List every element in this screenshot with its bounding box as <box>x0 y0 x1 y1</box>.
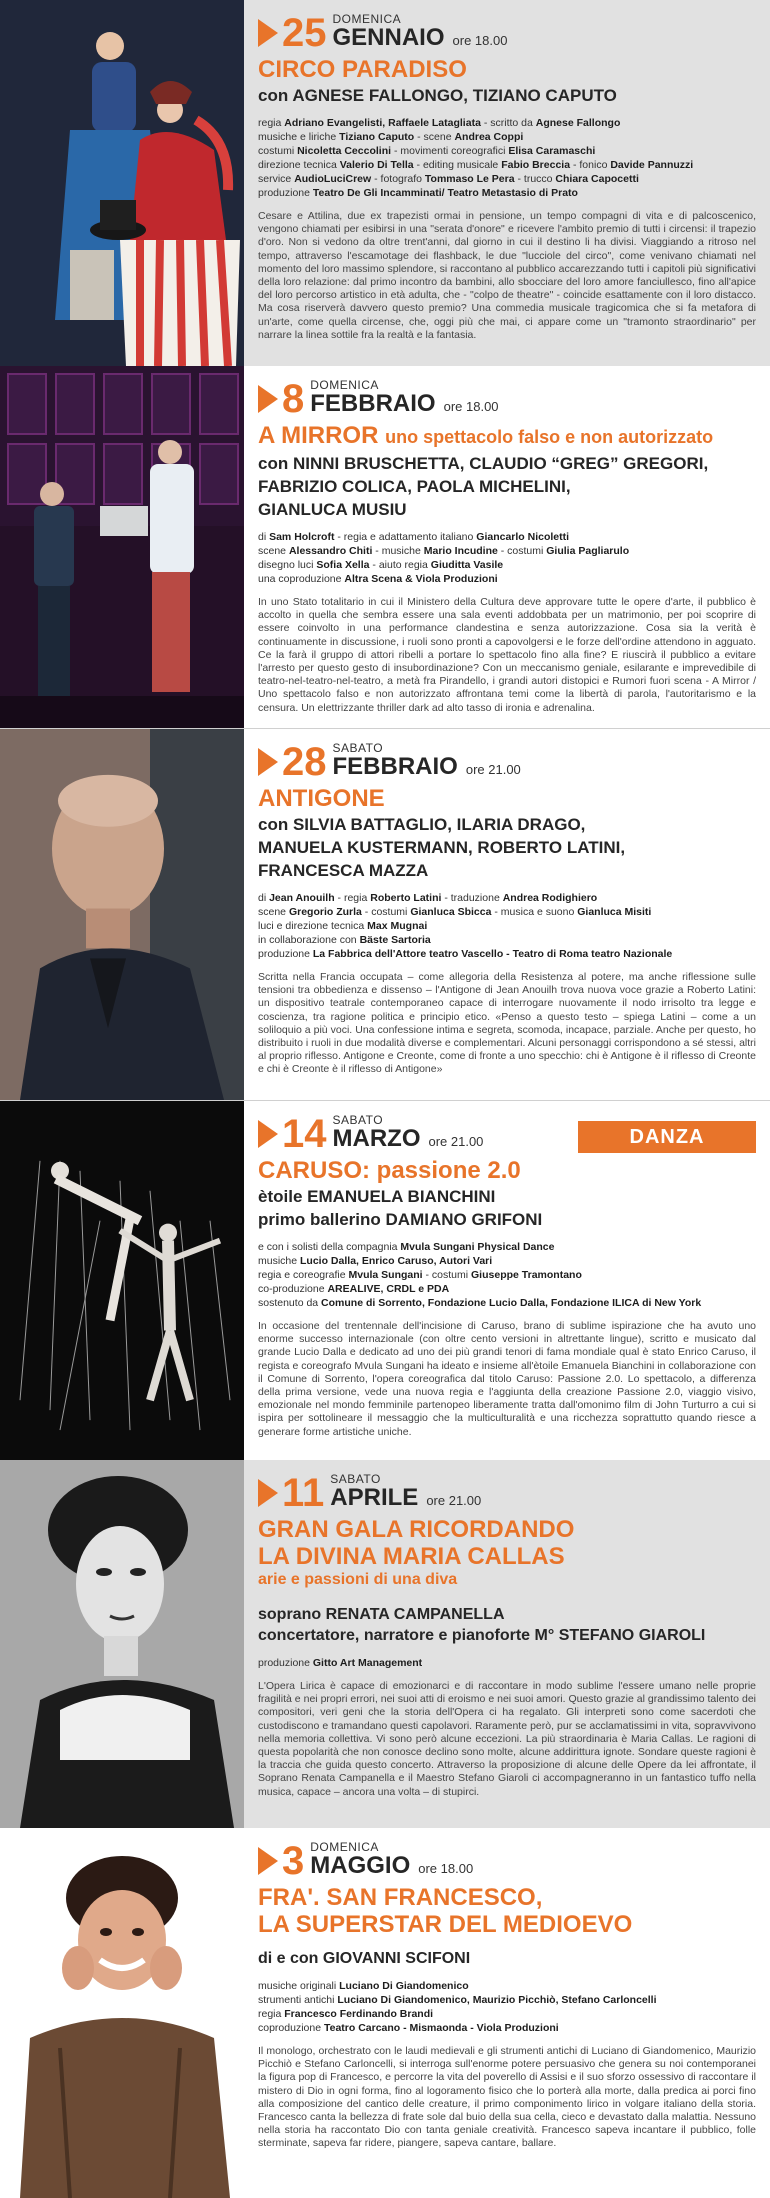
event-subtitle: arie e passioni di una diva <box>258 1571 458 1588</box>
credit-name: Gregorio Zurla <box>288 906 362 918</box>
event-cast-line: ètoile EMANUELA BIANCHINI <box>258 1187 496 1206</box>
event-antigone <box>0 728 770 1100</box>
event-date <box>258 1471 756 1515</box>
credit-role: in collaborazione con <box>258 934 360 946</box>
event-title: CARUSO: passione 2.0 <box>258 1157 521 1184</box>
credit-name: Chiara Capocetti <box>555 173 639 185</box>
credit-name: Giuditta Vasile <box>430 559 504 571</box>
credit-role: - traduzione <box>441 892 503 904</box>
event-content <box>258 1113 756 1439</box>
credit-line <box>258 933 756 947</box>
credit-name: Alessandro Chiti <box>288 545 373 557</box>
credit-role: musiche <box>258 1255 301 1267</box>
credit-role: co-produzione <box>258 1283 328 1295</box>
event-subtitle: uno spettacolo falso e non autorizzato <box>385 427 714 447</box>
credit-line <box>258 1296 756 1310</box>
event-cast-line: soprano RENATA CAMPANELLA <box>258 1606 505 1623</box>
credit-name: Roberto Latini <box>370 892 442 904</box>
event-cast: con AGNESE FALLONGO, TIZIANO CAPUTO <box>258 86 617 105</box>
credit-name: La Fabbrica dell'Attore teatro Vascello - Teatro di Roma teatro Nazionale <box>312 948 673 960</box>
event-date <box>258 377 756 421</box>
credit-name: Valerio Di Tella <box>339 159 414 171</box>
credit-role: - trucco <box>514 173 556 185</box>
credit-name: Tommaso Le Pera <box>424 173 515 185</box>
credit-role: di <box>258 892 270 904</box>
event-photo-a-mirror <box>0 366 244 728</box>
event-description: Il monologo, orchestrato con le laudi medievali e gli strumenti antichi di Luciano di Giandomenico, Maurizio Picchiò e Stefano Carloncelli, si interroga sull'enorme potere persuasivo che genera su noi contemporanei la figura pop di Francesco, e percorre la vita del poverello di Assisi e il suo sforzo ossessivo di raccontare il mistero di Dio in ogni forma, fino al logoramento fisico che lo porterà alla morte, dalla predica ai porci fino alla composizione del cantico delle creature, il primo componimento lirico in volgare italiano della storia. Francesco canta la bellezza di frate sole dal buio della sua cella, cieco e devastato dalla malattia. Nessuno nella storia ha raccontato Dio con tanta geniale creatività. Francesco sapeva incantare il pubblico, folle sterminate, sapeva far ridere, piangere, sapeva cantare, ballare. <box>258 2045 756 2150</box>
credit-line <box>258 1240 756 1254</box>
event-hour: ore 21.00 <box>428 1134 484 1149</box>
event-date <box>258 1112 756 1156</box>
credit-line <box>258 1979 756 1993</box>
event-credits <box>258 116 756 200</box>
credit-role: - scene <box>414 131 455 143</box>
event-date <box>258 11 756 55</box>
event-content <box>258 1472 756 1799</box>
credit-role: e con i solisti della compagnia <box>258 1241 401 1253</box>
event-month: FEBBRAIO <box>332 753 458 780</box>
credit-line <box>258 1254 756 1268</box>
event-credits <box>258 530 756 586</box>
triangle-marker-icon <box>258 1120 278 1148</box>
event-day: 3 <box>282 1839 305 1883</box>
credit-line <box>258 891 756 905</box>
credit-name: Gitto Art Management <box>312 1657 423 1669</box>
credit-role: - regia <box>334 892 371 904</box>
event-credits <box>258 1240 756 1310</box>
credit-line <box>258 2021 756 2035</box>
credit-line <box>258 172 756 186</box>
credit-line <box>258 158 756 172</box>
event-day: 28 <box>282 740 327 784</box>
event-month: MARZO <box>332 1125 421 1152</box>
credit-name: Mario Incudine <box>423 545 498 557</box>
event-credits <box>258 1979 756 2035</box>
credit-line <box>258 572 756 586</box>
credit-line <box>258 530 756 544</box>
credit-name: Giuseppe Tramontano <box>471 1269 582 1281</box>
credit-role: una coproduzione <box>258 573 345 585</box>
credit-role: - aiuto regia <box>369 559 431 571</box>
credit-line <box>258 1282 756 1296</box>
credit-role: service <box>258 173 295 185</box>
credit-name: Teatro Carcano - Mismaonda - Viola Produzioni <box>323 2022 559 2034</box>
credit-line <box>258 116 756 130</box>
event-day: 8 <box>282 377 305 421</box>
triangle-marker-icon <box>258 748 278 776</box>
credit-name: Nicoletta Ceccolini <box>297 145 392 157</box>
credit-role: costumi <box>258 145 298 157</box>
credit-role: - fonico <box>570 159 611 171</box>
event-cast-line: concertatore, narratore e pianoforte M° STEFANO GIAROLI <box>258 1627 706 1644</box>
credit-role: - fotografo <box>371 173 425 185</box>
credit-role: musiche originali <box>258 1980 340 1992</box>
credit-line <box>258 544 756 558</box>
event-cast-line: primo ballerino DAMIANO GRIFONI <box>258 1210 543 1229</box>
event-content <box>258 12 756 342</box>
credit-role: produzione <box>258 1657 313 1669</box>
credit-name: Mvula Sungani Physical Dance <box>400 1241 555 1253</box>
event-cast-line: con SILVIA BATTAGLIO, ILARIA DRAGO, <box>258 815 586 834</box>
event-hour: ore 21.00 <box>426 1493 482 1508</box>
event-cast-line: FRANCESCA MAZZA <box>258 861 429 880</box>
credit-line <box>258 905 756 919</box>
credit-name: Jean Anouilh <box>269 892 335 904</box>
credit-role: - regia e adattamento italiano <box>334 531 477 543</box>
credit-name: Comune di Sorrento, Fondazione Lucio Dalla, Fondazione ILICA di New York <box>321 1297 702 1309</box>
event-title-line: LA SUPERSTAR DEL MEDIOEVO <box>258 1911 633 1938</box>
event-photo-circo-paradiso <box>0 0 244 366</box>
event-a-mirror <box>0 366 770 728</box>
event-month: MAGGIO <box>310 1852 411 1879</box>
event-circo-paradiso <box>0 0 770 366</box>
event-photo-san-francesco <box>0 1828 244 2198</box>
credit-name: Sofia Xella <box>316 559 370 571</box>
credit-line <box>258 919 756 933</box>
event-weekday: SABATO <box>332 1113 384 1127</box>
credit-name: Elisa Caramaschi <box>508 145 596 157</box>
event-hour: ore 21.00 <box>465 762 521 777</box>
credit-role: regia e coreografie <box>258 1269 349 1281</box>
credit-role: regia <box>258 2008 285 2020</box>
event-date <box>258 740 756 784</box>
event-san-francesco <box>0 1828 770 2198</box>
event-title-line: FRA'. SAN FRANCESCO, <box>258 1884 543 1911</box>
credit-name: Luciano Di Giandomenico <box>339 1980 469 1992</box>
credit-line <box>258 558 756 572</box>
triangle-marker-icon <box>258 385 278 413</box>
credit-name: Davide Pannuzzi <box>610 159 694 171</box>
event-maria-callas <box>0 1460 770 1828</box>
credit-role: disegno luci <box>258 559 317 571</box>
credit-role: - scritto da <box>480 117 536 129</box>
credit-role: - costumi <box>361 906 411 918</box>
event-photo-antigone <box>0 729 244 1100</box>
event-caruso <box>0 1100 770 1460</box>
credit-line <box>258 1268 756 1282</box>
credit-role: luci e direzione tecnica <box>258 920 368 932</box>
event-cast: di e con GIOVANNI SCIFONI <box>258 1950 471 1967</box>
credit-name: Gianluca Sbicca <box>410 906 492 918</box>
event-photo-maria-callas <box>0 1460 244 1828</box>
credit-role: regia <box>258 117 285 129</box>
event-description: L'Opera Lirica è capace di emozionarci e di raccontare in modo sublime l'essere umano nelle proprie fragilità e nei propri errori, nei suoi atti di eroismo e nei suoi amori. Questo grazie al grandissimo talento dei compositori, veri geni che la storia dell'Opera ci ha regalato. Gli interpreti sono come sacerdoti che custodiscono e tramandano questi capolavori. Raramente però, pur se acclamatissimi in vita, sopravvivono nella memoria collettiva. Vi sono però alcune eccezioni. La più straordinaria è Maria Callas. Le ragioni di questa popolarità che non conosce declino sono molte, alcune addirittura ignote. Sondare queste ragioni è la traccia che guida questo concerto. Attraverso la proposizione di alcune delle Opere da lei affrontate, il Soprano Renata Campanella e il Maestro Stefano Giaroli ci accompagneranno in un fantastico tuffo nella musica, capace – ancora una volta – di stupirci. <box>258 1680 756 1798</box>
credit-name: Fabio Breccia <box>501 159 571 171</box>
credit-name: Francesco Ferdinando Brandi <box>284 2008 434 2020</box>
credit-line <box>258 130 756 144</box>
event-weekday: SABATO <box>330 1472 381 1486</box>
credit-line <box>258 2007 756 2021</box>
credit-role: - musiche <box>372 545 424 557</box>
event-description: Cesare e Attilina, due ex trapezisti ormai in pensione, un tempo compagni di vita e di palcoscenico, vengono chiamati per esibirsi in una "serata d'onore" e ricevere l'ambito premio di tutti i circensi: il trapezio d'oro. Non si vedono da oltre trent'anni, dal giorno in cui il destino li ha divisi. Viaggiando a ritroso nel tempo, attraverso l'escamotage dei flashback, le due "lucciole del circo", come venivano chiamati nel momento del loro massimo splendore, si raccontano al pubblico accarezzando tutti i capitoli più significativi della loro relazione: dal primo incontro da bambini, allo sbocciare del loro amore fanciullesco, fino all'apice del loro percorso artistico in età adulta, che - "colpo de theatre" - coincide esattamente con il loro distacco. Ma cosa riserverà davvero questo premio? Una commedia musicale tragicomica che si fa metafora di un'arte, come quella circense, che, oggi più che mai, ci appare come un "tramonto straordinario" per narrare la linea sottile fra la realtà e la fantasia. <box>258 210 756 341</box>
event-description: Scritta nella Francia occupata – come allegoria della Resistenza al potere, ma anche riflessione sulle tensioni tra obbedienza e dissenso – l'Antigone di Jean Anouilh trova nuova voce grazie a Roberto Latini: un dispositivo teatrale contemporaneo capace di interrogare nuovamente il nodo irrisolto tra legge e coscienza, tra ragione politica e principio etico. «Penso a questo testo – spiega Latini – come a un soliloquio a più voci. Una confessione intima e segreta, scomoda, incapace, parziale. Anche per questo, ho distribuito i ruoli in due modalità diverse e complementari. Alcuni personaggi corrispondono a sé stessi, altri al proprio riflesso. Antigone e Creonte, come di fronte a uno specchio: chi è Antigone è il riflesso di Creonte e chi è Creonte è il riflesso di Antigone» <box>258 971 756 1076</box>
event-title-line: GRAN GALA RICORDANDO <box>258 1516 575 1543</box>
credit-role: strumenti antichi <box>258 1994 338 2006</box>
event-day: 11 <box>282 1471 325 1515</box>
credit-role: - editing musicale <box>413 159 502 171</box>
event-day: 25 <box>282 11 327 55</box>
event-content <box>258 1840 756 2151</box>
credit-name: AREALIVE, CRDL e PDA <box>327 1283 450 1295</box>
credit-line <box>258 186 756 200</box>
event-cast-line: MANUELA KUSTERMANN, ROBERTO LATINI, <box>258 838 626 857</box>
credit-role: scene <box>258 906 289 918</box>
event-hour: ore 18.00 <box>418 1861 474 1876</box>
credit-name: Giancarlo Nicoletti <box>476 531 570 543</box>
credit-name: Gianluca Misiti <box>577 906 652 918</box>
event-hour: ore 18.00 <box>443 399 499 414</box>
event-weekday: DOMENICA <box>310 378 379 392</box>
event-cast-line: GIANLUCA MUSIU <box>258 500 407 519</box>
credit-name: Teatro De Gli Incamminati/ Teatro Metastasio di Prato <box>312 187 578 199</box>
event-date <box>258 1839 756 1883</box>
event-hour: ore 18.00 <box>452 33 508 48</box>
event-month: GENNAIO <box>332 24 445 51</box>
credit-name: Max Mugnai <box>367 920 428 932</box>
event-title: ANTIGONE <box>258 785 385 812</box>
credit-role: - costumi <box>497 545 547 557</box>
event-title-line: LA DIVINA MARIA CALLAS <box>258 1543 565 1570</box>
event-month: APRILE <box>330 1484 419 1511</box>
triangle-marker-icon <box>258 19 278 47</box>
event-cast-line: con NINNI BRUSCHETTA, CLAUDIO “GREG” GREGORI, <box>258 454 709 473</box>
event-title-main: A MIRROR <box>258 422 379 449</box>
credit-name: Lucio Dalla, Enrico Caruso, Autori Vari <box>300 1255 493 1267</box>
credit-name: Giulia Pagliarulo <box>546 545 630 557</box>
credit-name: Tiziano Caputo <box>339 131 415 143</box>
credit-role: sostenuto da <box>258 1297 322 1309</box>
event-photo-caruso <box>0 1101 244 1460</box>
credit-role: - costumi <box>422 1269 472 1281</box>
credit-line <box>258 144 756 158</box>
credit-line <box>258 947 756 961</box>
credit-name: Altra Scena & Viola Produzioni <box>344 573 498 585</box>
event-title: CIRCO PARADISO <box>258 56 467 83</box>
event-description: In uno Stato totalitario in cui il Ministero della Cultura deve approvare tutte le opere d'arte, il pubblico è accolto in quella che sembra essere una sala eventi addobbata per un matrimonio, per poi scoprire di essere coinvolto in una performance clandestina e senza autorizzazione. Cosa sia la verità è continuamente in discussione, i ruoli sono pronti a capovolgersi e le forze dell'ordine attendono in agguato. Ce la farà il gruppo di attori ribelli a portare lo spettacolo fino alla fine? E riuscirà il pubblico a evitare l'arresto per questo gesto di insubordinazione? Con un meccanismo geniale, esilarante e imprevedibile di teatro-nel-teatro-nel-teatro, a metà fra Pirandello, i grandi autori distopici e Rumori fuori scena - A Mirror / Uno spettacolo falso e non autorizzato affrontana temi come la libertà di parola, l'autoritarismo e la censura. Un elettrizzante thriller dark ad alto tasso di ironia e adrenalina. <box>258 596 756 714</box>
credit-role: produzione <box>258 948 313 960</box>
credit-name: Bäste Sartoria <box>359 934 431 946</box>
credit-name: AudioLuciCrew <box>294 173 372 185</box>
event-title <box>258 422 756 451</box>
credit-role: musiche e liriche <box>258 131 340 143</box>
credit-role: produzione <box>258 187 313 199</box>
event-description: In occasione del trentennale dell'incisione di Caruso, brano di sublime ispirazione che ha avuto uno enorme successo internazionale (con oltre cento versioni in altrettante lingue), scritto e musicato dal grande Lucio Dalla e dedicato ad uno dei più grandi tenori di fama mondiale qual è stato Enrico Caruso, il regista e coreografo Mvula Sungani ha ideato e insieme all'ètoile Emanuela Bianchini in collaborazione con il Comune di Sorrento, l'opera coreografica dal titolo Caruso: Passione 2.0. Lo spettacolo, a differenza della prima versione, vede una nuova regia e l'aggiunta della creazione Passione 2.0, viaggio visivo, emozionale nel mondo femminile partenopeo liberamente tratta dall'omonimo film di John Turturro a cui si ispira per sottolineare il messaggio che la multiculturalità e una ricchezza soprattutto quando riesce a generare forme artistiche uniche. <box>258 1320 756 1438</box>
event-weekday: DOMENICA <box>332 12 402 26</box>
event-weekday: DOMENICA <box>310 1840 379 1854</box>
event-credits <box>258 1656 756 1670</box>
event-day: 14 <box>282 1112 327 1156</box>
credit-name: Andrea Rodighiero <box>502 892 598 904</box>
event-cast-line: FABRIZIO COLICA, PAOLA MICHELINI, <box>258 477 571 496</box>
danza-badge: DANZA <box>578 1121 756 1153</box>
event-content <box>258 378 756 715</box>
credit-role: - movimenti coreografici <box>391 145 509 157</box>
triangle-marker-icon <box>258 1847 278 1875</box>
credit-line <box>258 1993 756 2007</box>
credit-role: - musica e suono <box>491 906 578 918</box>
credit-name: Agnese Fallongo <box>535 117 621 129</box>
credit-role: scene <box>258 545 289 557</box>
credit-name: Adriano Evangelisti, Raffaele Latagliata <box>284 117 481 129</box>
event-weekday: SABATO <box>332 741 384 755</box>
event-credits <box>258 891 756 961</box>
event-month: FEBBRAIO <box>310 390 436 417</box>
credit-name: Luciano Di Giandomenico, Maurizio Picchiò, Stefano Carloncelli <box>337 1994 657 2006</box>
event-content <box>258 741 756 1077</box>
credit-role: direzione tecnica <box>258 159 340 171</box>
credit-name: Mvula Sungani <box>348 1269 423 1281</box>
credit-line <box>258 1656 756 1670</box>
credit-role: coproduzione <box>258 2022 324 2034</box>
credit-role: di <box>258 531 270 543</box>
credit-name: Sam Holcroft <box>269 531 335 543</box>
credit-name: Andrea Coppi <box>454 131 524 143</box>
triangle-marker-icon <box>258 1479 278 1507</box>
